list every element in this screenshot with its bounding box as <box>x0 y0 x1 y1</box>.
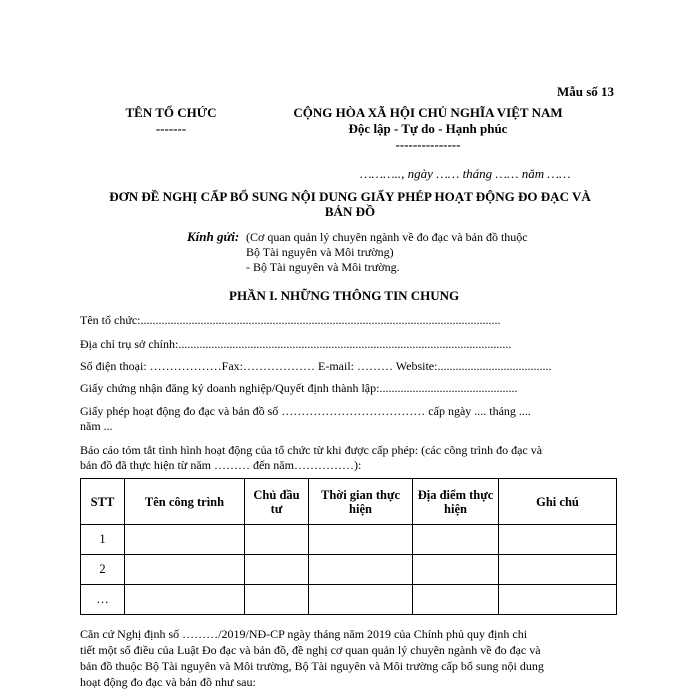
cell-empty <box>499 585 617 615</box>
cell-empty <box>125 585 245 615</box>
recipient-line2: Bộ Tài nguyên và Môi trường) <box>246 245 394 259</box>
closing-line2: tiết một số điều của Luật Đo đạc và bản đồ, đề nghị cơ quan quản lý chuyên ngành về đo đạc và <box>80 643 541 657</box>
header-stt: STT <box>81 479 125 525</box>
header-duration: Thời gian thực hiện <box>309 479 413 525</box>
table-row <box>81 525 617 555</box>
cell-empty <box>125 525 245 555</box>
form-title-line2: BẢN ĐỒ <box>324 204 376 219</box>
cell-empty <box>245 555 309 585</box>
report-line2: bản đồ đã thực hiện từ năm ……… đến năm……………): <box>80 458 362 472</box>
cell-empty <box>245 585 309 615</box>
cell-empty <box>245 525 309 555</box>
cell-empty <box>413 525 499 555</box>
closing-line1: Căn cứ Nghị định số ………/2019/NĐ-CP ngày tháng năm 2019 của Chính phủ quy định chi <box>80 627 528 641</box>
form-title-line1: ĐƠN ĐỀ NGHỊ CẤP BỔ SUNG NỘI DUNG GIẤY PHÉP HOẠT ĐỘNG ĐO ĐẠC VÀ <box>109 189 591 204</box>
cell-empty <box>413 555 499 585</box>
field-license-line1: Giấy phép hoạt động đo đạc và bản đồ số ……………………………… cấp ngày .... tháng .... <box>80 404 531 418</box>
org-name-label: TÊN TỔ CHỨC <box>125 105 217 120</box>
header-investor: Chủ đầu tư <box>245 479 309 525</box>
closing-line3: bản đồ thuộc Bộ Tài nguyên và Môi trường, Bộ Tài nguyên và Môi trường cấp bổ sung nội dung <box>80 659 544 673</box>
report-line1: Báo cáo tóm tắt tình hình hoạt động của tổ chức từ khi được cấp phép: (các công trình đo đạc và <box>80 443 543 457</box>
field-address: Địa chỉ trụ sở chính:............................................................................................................... <box>80 337 512 351</box>
date-line: ……….., ngày …… tháng …… năm …… <box>360 166 571 181</box>
table-header-row <box>81 479 617 525</box>
row-index: 1 <box>81 525 125 555</box>
table-row <box>81 585 617 615</box>
cell-empty <box>309 555 413 585</box>
section1-title: PHẦN I. NHỮNG THÔNG TIN CHUNG <box>229 288 460 303</box>
republic-name: CỘNG HÒA XÃ HỘI CHỦ NGHĨA VIỆT NAM <box>293 105 563 120</box>
form-number: Mẫu số 13 <box>557 84 615 99</box>
recipient-line1: (Cơ quan quản lý chuyên ngành về đo đạc và bản đồ thuộc <box>246 230 528 244</box>
field-business-cert: Giấy chứng nhận đăng ký doanh nghiệp/Quyết định thành lập:.............................................. <box>80 381 518 395</box>
header-location: Địa điểm thực hiện <box>413 479 499 525</box>
row-index: … <box>81 585 125 615</box>
recipient-label: Kính gửi: <box>187 229 240 244</box>
field-org-name: Tên tổ chức:........................................................................................................................ <box>80 313 501 327</box>
cell-empty <box>309 585 413 615</box>
row-index: 2 <box>81 555 125 585</box>
field-license-line2: năm ... <box>80 419 113 433</box>
cell-empty <box>125 555 245 585</box>
table-row <box>81 555 617 585</box>
cell-empty <box>413 585 499 615</box>
national-motto: Độc lập - Tự do - Hạnh phúc <box>348 121 508 136</box>
org-dashes: ------- <box>155 121 187 136</box>
header-work-name: Tên công trình <box>125 479 245 525</box>
field-contact: Số điện thoại: ………………Fax:……………… E-mail: ……… Website:...................................... <box>80 359 552 373</box>
cell-empty <box>499 555 617 585</box>
works-table <box>80 478 617 615</box>
cell-empty <box>499 525 617 555</box>
closing-line4: hoạt động đo đạc và bản đồ như sau: <box>80 675 256 689</box>
cell-empty <box>309 525 413 555</box>
header-notes: Ghi chú <box>499 479 617 525</box>
motto-dashes: --------------- <box>395 137 461 152</box>
recipient-line3: - Bộ Tài nguyên và Môi trường. <box>246 260 400 274</box>
